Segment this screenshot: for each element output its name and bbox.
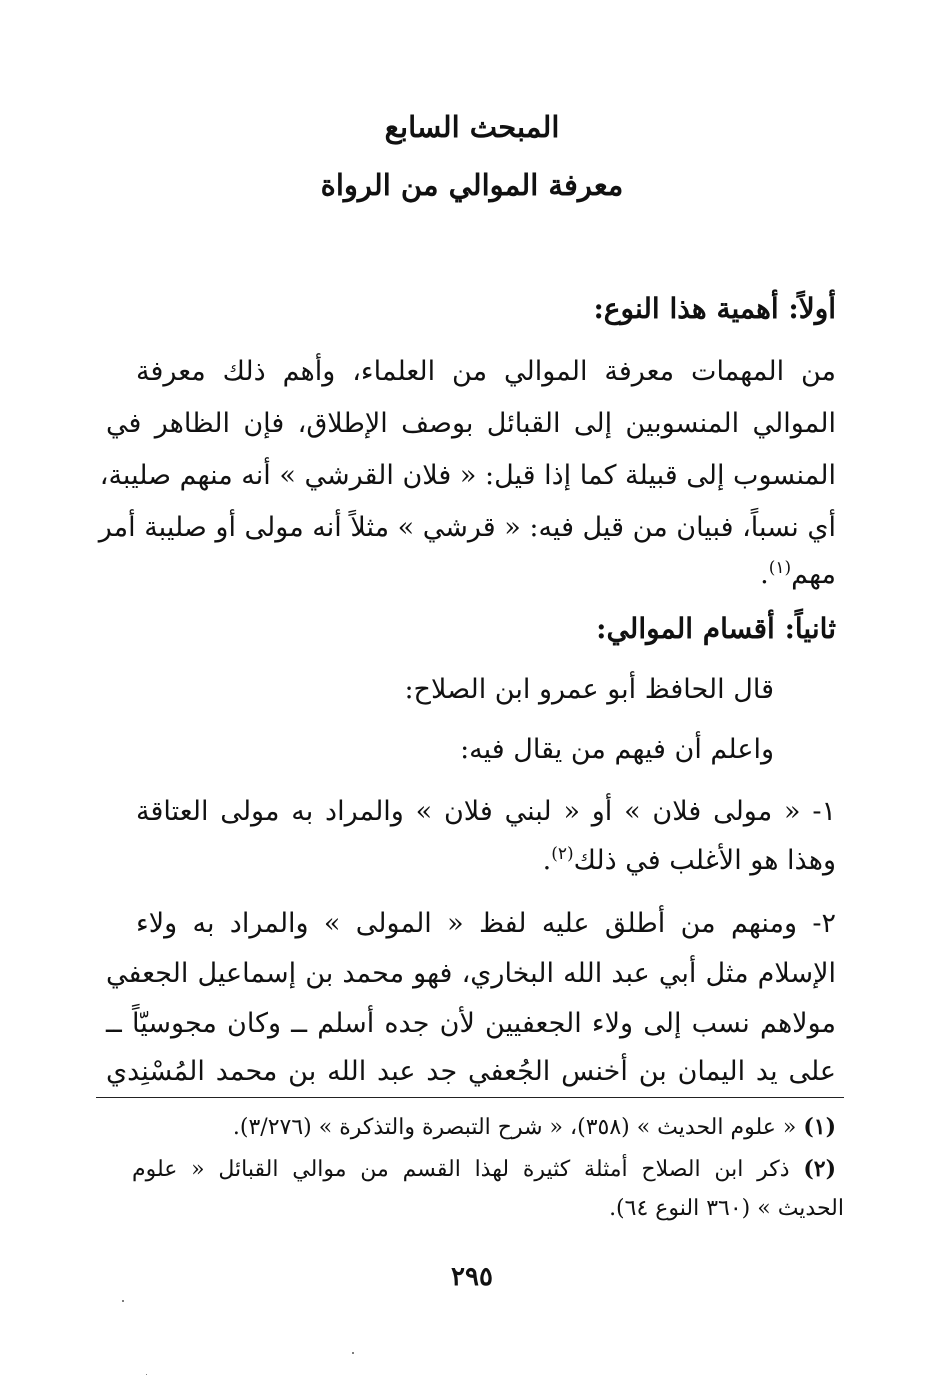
section-2-title: ثانياً: أقسام الموالي: bbox=[596, 612, 836, 645]
paragraph-line: المنسوب إلى قبيلة كما إذا قيل: « فلان القرشي » أنه منهم صليبة، bbox=[99, 460, 836, 491]
list-item-1-line: ١- « مولى فلان » أو « لبني فلان » والمراد به مولى العتاقة bbox=[136, 796, 836, 827]
footnote-text: ذكر ابن الصلاح أمثلة كثيرة لهذا القسم من موالي القبائل « علوم bbox=[132, 1157, 790, 1182]
scan-speck bbox=[146, 1374, 147, 1375]
scan-speck bbox=[122, 1300, 124, 1302]
footnote-number: (١) bbox=[803, 1114, 836, 1140]
paragraph-end: . bbox=[760, 559, 769, 590]
list-item-2-line: على يد اليمان بن أخنس الجُعفي جد عبد الله بن محمد المُسْنِدي bbox=[106, 1056, 836, 1087]
paragraph-text: وهذا هو الأغلب في ذلك bbox=[573, 845, 836, 876]
paragraph-line-last bbox=[760, 558, 836, 590]
chapter-subtitle: معرفة الموالي من الرواة bbox=[320, 168, 624, 202]
list-item-1-line-last bbox=[543, 844, 836, 876]
chapter-title: المبحث السابع bbox=[384, 110, 560, 144]
quote-intro-2: واعلم أن فيهم من يقال فيه: bbox=[460, 734, 774, 765]
list-item-2-line: الإسلام مثل أبي عبد الله البخاري، فهو محمد بن إسماعيل الجعفي bbox=[106, 958, 836, 989]
page-number: ٢٩٥ bbox=[451, 1262, 493, 1292]
paragraph-line: من المهمات معرفة الموالي من العلماء، وأهم ذلك معرفة bbox=[136, 356, 836, 387]
paragraph-line: الموالي المنسوبين إلى القبائل بوصف الإطلاق، فإن الظاهر في bbox=[106, 408, 836, 439]
section-1-title: أولاً: أهمية هذا النوع: bbox=[593, 292, 836, 325]
paragraph-end: . bbox=[542, 845, 552, 876]
footnote-separator bbox=[96, 1097, 844, 1098]
scan-speck bbox=[352, 1352, 354, 1354]
footnote-1 bbox=[233, 1114, 836, 1140]
footnote-text: « علوم الحديث » (٣٥٨)، « شرح التبصرة والتذكرة » (٣/٢٧٦). bbox=[232, 1115, 797, 1140]
footnote-ref: (١) bbox=[768, 558, 792, 578]
quote-intro: قال الحافظ أبو عمرو ابن الصلاح: bbox=[404, 674, 774, 705]
paragraph-text: مهم bbox=[791, 559, 836, 590]
paragraph-line: أي نسباً، فبيان من قيل فيه: « قرشي » مثلاً أنه مولى أو صليبة أمر bbox=[98, 512, 836, 543]
footnote-ref: (٢) bbox=[551, 844, 574, 864]
footnote-number: (٢) bbox=[803, 1156, 837, 1182]
list-item-2-line: مولاهم نسب إلى ولاء الجعفيين لأن جده أسلم ــ وكان مجوسيّاً ــ bbox=[106, 1008, 836, 1039]
footnote-2 bbox=[132, 1156, 836, 1182]
footnote-2-line-2: الحديث » (٣٦٠ النوع ٦٤). bbox=[609, 1196, 844, 1221]
list-item-2-line: ٢- ومنهم من أطلق عليه لفظ « المولى » والمراد به ولاء bbox=[136, 908, 836, 939]
